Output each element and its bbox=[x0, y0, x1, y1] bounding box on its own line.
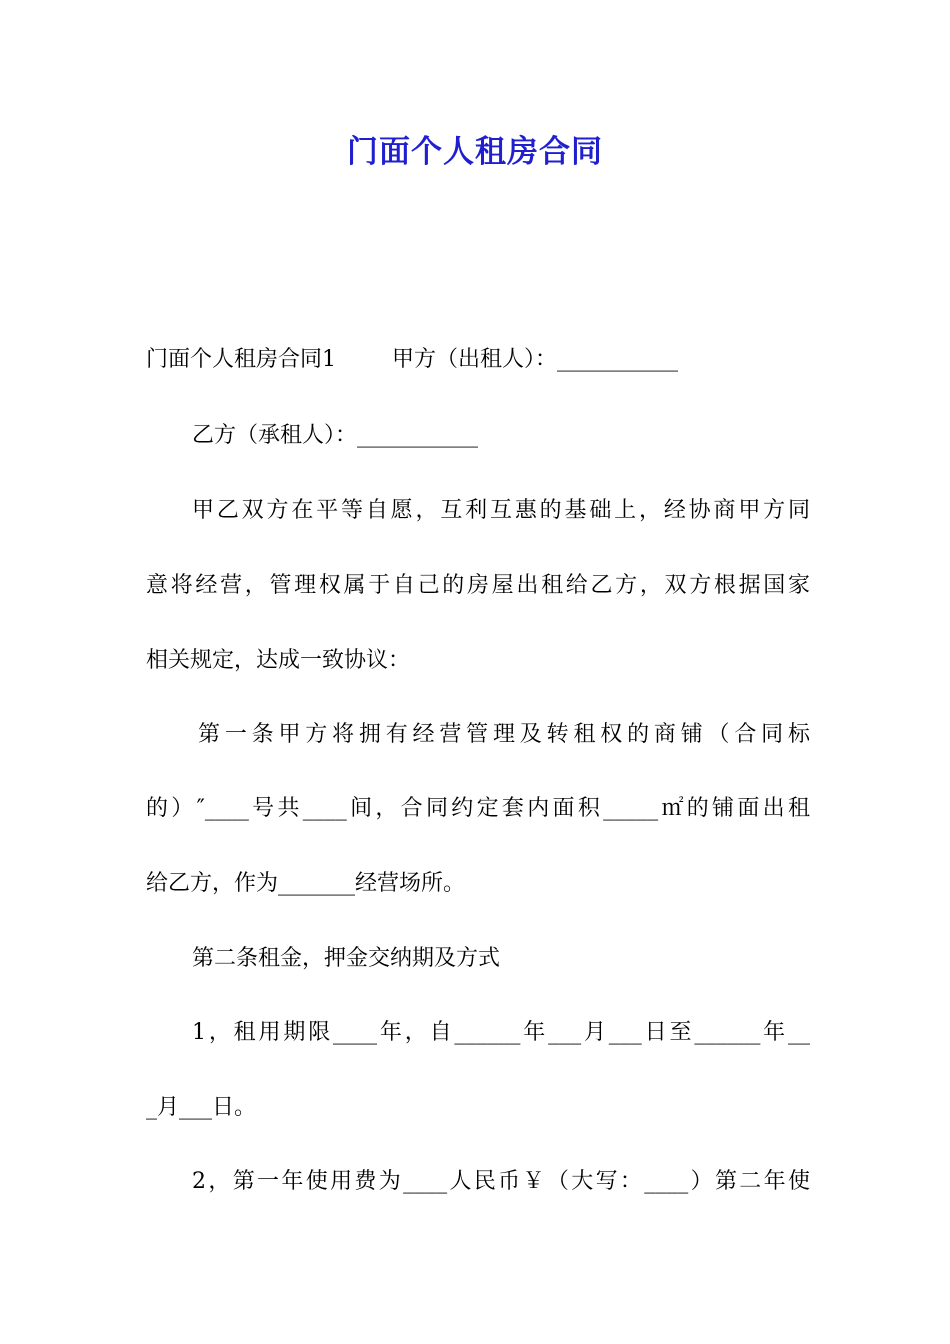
paragraph-line-1: 甲乙双方在平等自愿，互利互惠的基础上，经协商甲方同 bbox=[192, 498, 810, 523]
contract-subtitle: 门面个人租房合同1 bbox=[146, 347, 336, 372]
term-line-1: 1，租用期限____年，自______年___月___日至______年__ bbox=[192, 1020, 810, 1045]
term-line-2: _月___日。 bbox=[146, 1095, 257, 1120]
article-2-heading: 第二条租金，押金交纳期及方式 bbox=[192, 946, 501, 971]
document-title: 门面个人租房合同 bbox=[347, 134, 603, 170]
article-1-line-2: 的）″____号共____间，合同约定套内面积_____㎡的铺面出租 bbox=[146, 796, 810, 821]
paragraph-line-2: 意将经营，管理权属于自己的房屋出租给乙方，双方根据国家 bbox=[146, 573, 810, 598]
article-1-line-3: 给乙方，作为_______经营场所。 bbox=[146, 871, 466, 896]
article-1-line-1: 第一条甲方将拥有经营管理及转租权的商铺（合同标 bbox=[198, 722, 810, 747]
fee-line-1: 2，第一年使用费为____人民币￥（大写：____）第二年使 bbox=[192, 1169, 810, 1194]
party-a-label: 甲方（出租人）：___________ bbox=[392, 347, 679, 372]
paragraph-line-3: 相关规定，达成一致协议： bbox=[146, 648, 411, 673]
party-b-line: 乙方（承租人）：___________ bbox=[192, 423, 479, 448]
contract-heading-line bbox=[146, 340, 810, 380]
